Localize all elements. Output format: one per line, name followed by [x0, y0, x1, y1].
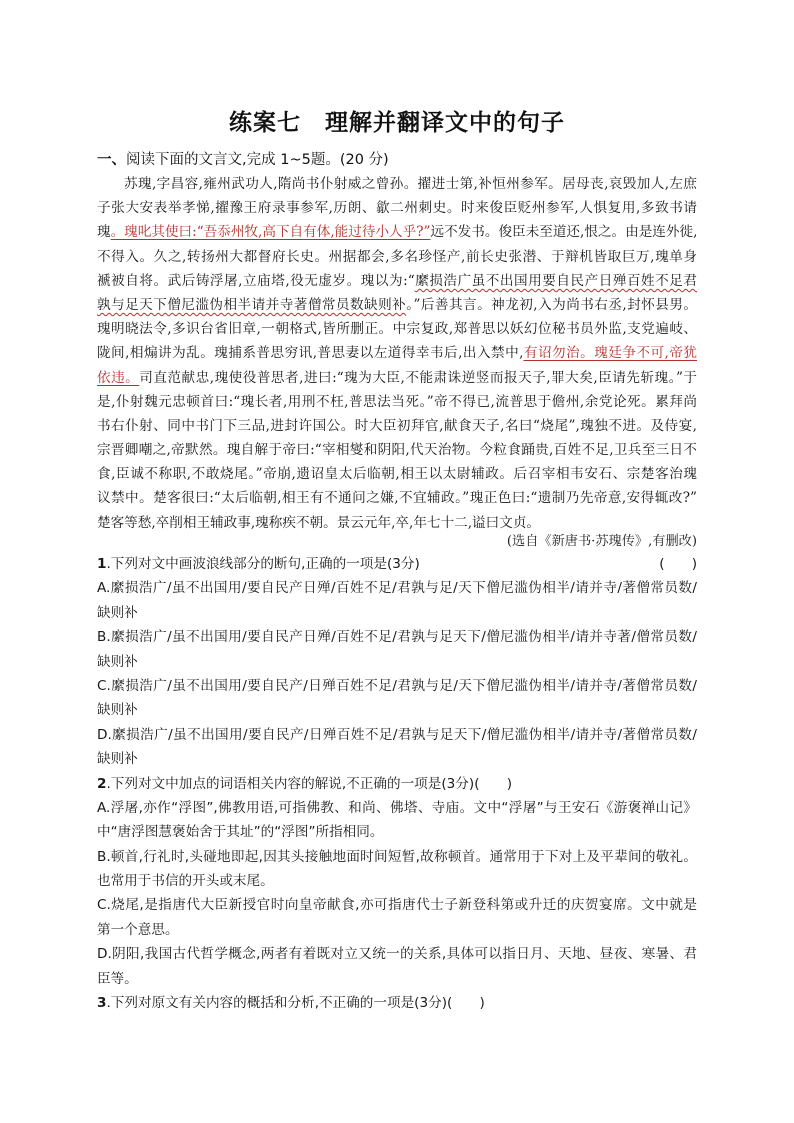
section-number: 一、	[97, 152, 126, 168]
underlined-sentence: 。瑰叱其使曰:“吾忝州牧,高下自有体,能过待小人乎?”	[110, 224, 431, 241]
passage-line	[97, 293, 697, 317]
underlined-sentence: 有诏勿治。瑰廷争不可,帝犹	[523, 345, 697, 362]
question-2-stem	[97, 772, 697, 796]
question-text: .下列对文中加点的词语相关内容的解说,不正确的一项是(3分)( )	[106, 775, 513, 792]
option-c: C.烧尾,是指唐代大臣新授官时向皇帝献食,亦可指唐代士子新登科第或升迁的庆贺宴席。文中就是	[97, 897, 697, 914]
passage-source: (选自《新唐书·苏瑰传》,有删改)	[506, 534, 697, 549]
classical-passage	[97, 172, 697, 535]
passage-line	[97, 269, 697, 293]
page-title: 练案七 理解并翻译文中的句子	[229, 110, 565, 136]
passage-text: 瑰	[97, 224, 111, 241]
passage-text: 。”后善其言。神龙初,入为尚书右丞,封怀县男。	[406, 296, 697, 313]
passage-line: 宗晋卿嘲之,帝默然。瑰自解于帝曰:“宰相燮和阴阳,代天治物。今粒食踊贵,百姓不足,卫兵至三日不	[97, 442, 697, 459]
option-b-cont: 缺则补	[97, 653, 138, 670]
question-number: 2	[97, 775, 107, 792]
passage-text: 远不发书。俊臣未至道还,恨之。由是连外徙,	[430, 224, 697, 241]
option-d-cont: 臣等。	[97, 970, 138, 987]
option-c-cont: 缺则补	[97, 702, 138, 719]
section-instruction: 阅读下面的文言文,完成 1~5题。(20 分)	[126, 152, 389, 168]
passage-line	[97, 341, 697, 365]
passage-line: 瑰明晓法令,多识台省旧章,一朝格式,皆所删正。中宗复政,郑普思以妖幻位秘书员外监,支党遍岐、	[97, 321, 697, 338]
option-b: B.顿首,行礼时,头碰地即起,因其头接触地面时间短暂,故称顿首。通常用于下对上及平辈间的敬礼。	[97, 848, 697, 865]
passage-line: 子张大安表举孝悌,擢豫王府录事参军,历朗、歙二州刺史。时来俊臣贬州参军,人惧复用,多致书请	[97, 200, 697, 217]
passage-line: 议禁中。楚客很曰:“太后临朝,相王有不通问之嫌,不宜辅政。”瑰正色曰:“遗制乃先帝意,安得辄改?”	[97, 490, 697, 507]
question-3-stem	[97, 991, 697, 1015]
answer-blank[interactable]: ( )	[659, 556, 697, 572]
question-number: 3	[97, 995, 107, 1012]
passage-line: 不得入。久之,转扬州大都督府长史。州据都会,多名珍怪产,前长史张潜、于辩机皆取巨万,瑰单身	[97, 248, 697, 265]
question-text: .下列对原文有关内容的概括和分析,不正确的一项是(3分)( )	[106, 995, 485, 1012]
passage-line: 是,仆射魏元忠顿首曰:“瑰长者,用刑不枉,普思法当死。”帝不得已,流普思于儋州,余党论死。累拜尚	[97, 393, 697, 410]
section-heading	[97, 148, 697, 169]
option-b: B.縻损浩广/虽不出国用/要自民产日殚/百姓不足/君孰与足天下/僧尼滥伪相半/请并寺著/僧常员数/	[97, 629, 697, 646]
passage-line: 书右仆射、同中书门下三品,进封许国公。时大臣初拜官,献食天子,名曰“烧尾”,瑰独不进。及侍宴,	[97, 417, 697, 434]
option-a: A.縻损浩广/虽不出国用/要自民产日殚/百姓不足/君孰与足/天下僧尼滥伪相半/请并寺/著僧常员数/	[97, 580, 697, 597]
option-c-cont: 第一个意思。	[97, 921, 179, 938]
passage-line: 食,臣诚不称职,不敢烧尾。”帝崩,遗诏皇太后临朝,相王以太尉辅政。后召宰相韦安石、宗楚客治瑰	[97, 466, 697, 483]
option-d: D.阴阳,我国古代哲学概念,两者有着既对立又统一的关系,具体可以指日月、天地、昼夜、寒暑、君	[97, 946, 697, 963]
passage-text: 陇间,相煽讲为乱。瑰捕系普思穷讯,普思妻以左道得幸韦后,出入禁中,	[97, 345, 524, 362]
underlined-sentence: 依违。	[97, 369, 140, 386]
option-a-cont: 缺则补	[97, 604, 138, 621]
option-a: A.浮屠,亦作“浮图”,佛教用语,可指佛教、和尚、佛塔、寺庙。文中“浮屠”与王安石《游褒禅山记》	[97, 799, 697, 816]
passage-line: 楚客等愁,卒削相王辅政事,瑰称疾不朝。景云元年,卒,年七十二,谥曰文贞。	[97, 514, 541, 531]
passage-text: 司直范献忠,瑰使役普思者,进曰:“瑰为大臣,不能肃诛逆竖而报天子,罪大矣,臣请先斩瑰。”于	[139, 369, 697, 386]
question-number: 1	[97, 556, 107, 572]
option-d-cont: 缺则补	[97, 751, 138, 768]
option-b-cont: 也常用于书信的开头或末尾。	[97, 873, 274, 890]
wavy-underlined-text: 孰与足天下僧尼滥伪相半请并寺著僧常员数缺则补	[97, 296, 407, 313]
question-text: .下列对文中画波浪线部分的断句,正确的一项是(3分)	[106, 556, 420, 572]
passage-line	[97, 366, 697, 390]
passage-line: 苏瑰,字昌容,雍州武功人,隋尚书仆射威之曾孙。擢进士第,补恒州参军。居母丧,哀毁加人,左庶	[124, 176, 697, 192]
question-1-stem	[97, 552, 697, 576]
passage-line	[97, 220, 697, 244]
option-c: C.縻损浩广/虽不出国用/要自民产/日殚百姓不足/君孰与足/天下僧尼滥伪相半/请并寺/著僧常员数/	[97, 677, 697, 694]
wavy-underlined-text: 縻损浩广虽不出国用要自民产日殚百姓不足君	[414, 272, 697, 289]
passage-text: 褫被自将。武后铸浮屠,立庙塔,役无虚岁。瑰以为:“	[97, 272, 415, 289]
option-d: D.縻损浩广/虽不出国用/要自民产/日殚百姓不足/君孰与足天下/僧尼滥伪相半/请并寺/著僧常员数/	[97, 726, 697, 743]
questions	[97, 552, 697, 1015]
option-a-cont: 中“唐浮图慧褒始舍于其址”的“浮图”所指相同。	[97, 824, 384, 841]
